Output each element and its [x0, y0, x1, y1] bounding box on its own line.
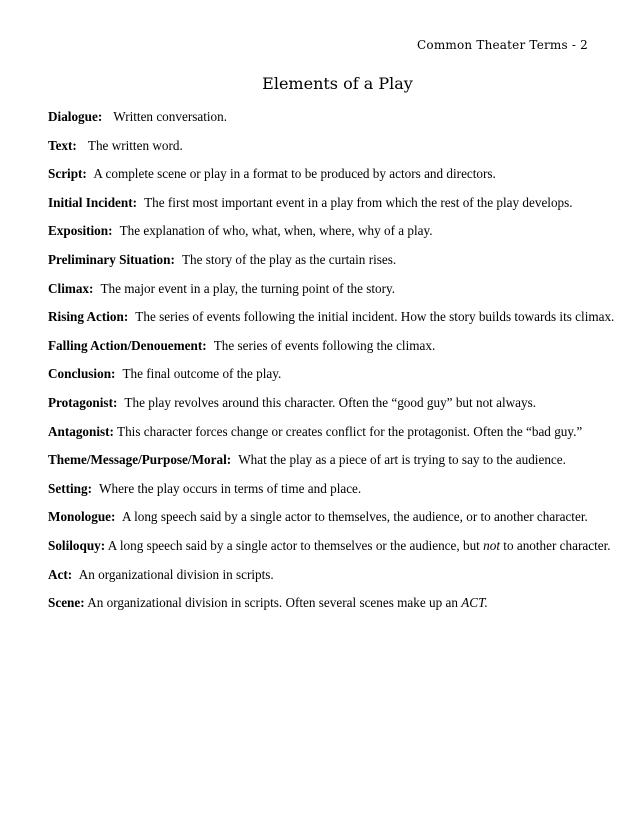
running-header: Common Theater Terms - 2 [417, 38, 588, 52]
term-name: Setting: [48, 480, 92, 496]
term-entry-setting [48, 480, 623, 509]
term-entry-dialogue [48, 108, 623, 137]
term-entry-falling-action [48, 337, 623, 366]
term-definition: The first most important event in a play from which the rest of the play develops. [144, 194, 573, 210]
term-definition: The series of events following the climax. [213, 337, 436, 353]
term-definition: Where the play occurs in terms of time and place. [99, 480, 362, 496]
term-definition: The major event in a play, the turning point of the story. [100, 280, 396, 296]
term-entry-script [48, 165, 623, 194]
term-definition: The play revolves around this character. Often the “good guy” but not always. [124, 394, 537, 410]
term-name: Theme/Message/Purpose/Moral: [48, 452, 232, 468]
term-name: Falling Action/Denouement: [48, 337, 207, 353]
term-entry-protagonist [48, 394, 623, 423]
term-definition: The story of the play as the curtain rises. [181, 251, 397, 267]
term-entry-soliloquy [48, 537, 623, 566]
term-name: Antagonist: [48, 423, 114, 439]
term-name: Initial Incident: [48, 194, 138, 210]
term-definition: A complete scene or play in a format to be produced by actors and directors. [93, 166, 496, 182]
term-definition-emphasis: not [483, 537, 500, 553]
term-definition: A long speech said by a single actor to themselves or the audience, but [107, 537, 480, 553]
term-definition: An organizational division in scripts. Often several scenes make up an [87, 595, 458, 611]
term-entry-scene [48, 594, 623, 623]
term-name: Script: [48, 166, 87, 182]
term-definition: The written word. [87, 137, 183, 153]
term-name: Act: [48, 566, 73, 582]
term-entry-initial-incident [48, 194, 623, 223]
terms-list [48, 108, 623, 623]
term-definition: The final outcome of the play. [122, 366, 282, 382]
term-definition: An organizational division in scripts. [78, 566, 274, 582]
term-entry-antagonist [48, 423, 623, 452]
term-name: Protagonist: [48, 394, 118, 410]
term-entry-exposition [48, 222, 623, 251]
term-name: Soliloquy: [48, 537, 106, 553]
term-name: Scene: [48, 595, 85, 611]
term-entry-preliminary-situation [48, 251, 623, 280]
term-entry-theme [48, 451, 623, 480]
term-name: Exposition: [48, 223, 113, 239]
term-entry-conclusion [48, 365, 623, 394]
term-name: Conclusion: [48, 366, 116, 382]
term-name: Text: [48, 137, 77, 153]
term-entry-monologue [48, 508, 623, 537]
term-name: Climax: [48, 280, 94, 296]
term-entry-rising-action [48, 308, 623, 337]
page-title: Elements of a Play [262, 74, 413, 93]
term-name: Dialogue: [48, 109, 103, 124]
term-entry-climax [48, 280, 623, 309]
term-definition: This character forces change or creates conflict for the protagonist. Often the “bad guy.” [117, 423, 583, 439]
term-name: Rising Action: [48, 309, 129, 325]
term-name: Preliminary Situation: [48, 251, 175, 267]
term-entry-act [48, 566, 623, 595]
term-entry-text [48, 137, 623, 166]
term-name: Monologue: [48, 509, 116, 525]
term-definition: What the play as a piece of art is trying to say to the audience. [238, 452, 566, 468]
term-definition: Written conversation. [113, 109, 228, 124]
term-definition: The explanation of who, what, when, where, why of a play. [119, 223, 433, 239]
term-definition-emphasis: ACT. [461, 595, 488, 611]
term-definition: The series of events following the initial incident. How the story builds towards its climax. [135, 309, 615, 325]
term-definition-continued: to another character. [503, 537, 611, 553]
term-definition: A long speech said by a single actor to themselves, the audience, or to another character. [121, 509, 588, 525]
